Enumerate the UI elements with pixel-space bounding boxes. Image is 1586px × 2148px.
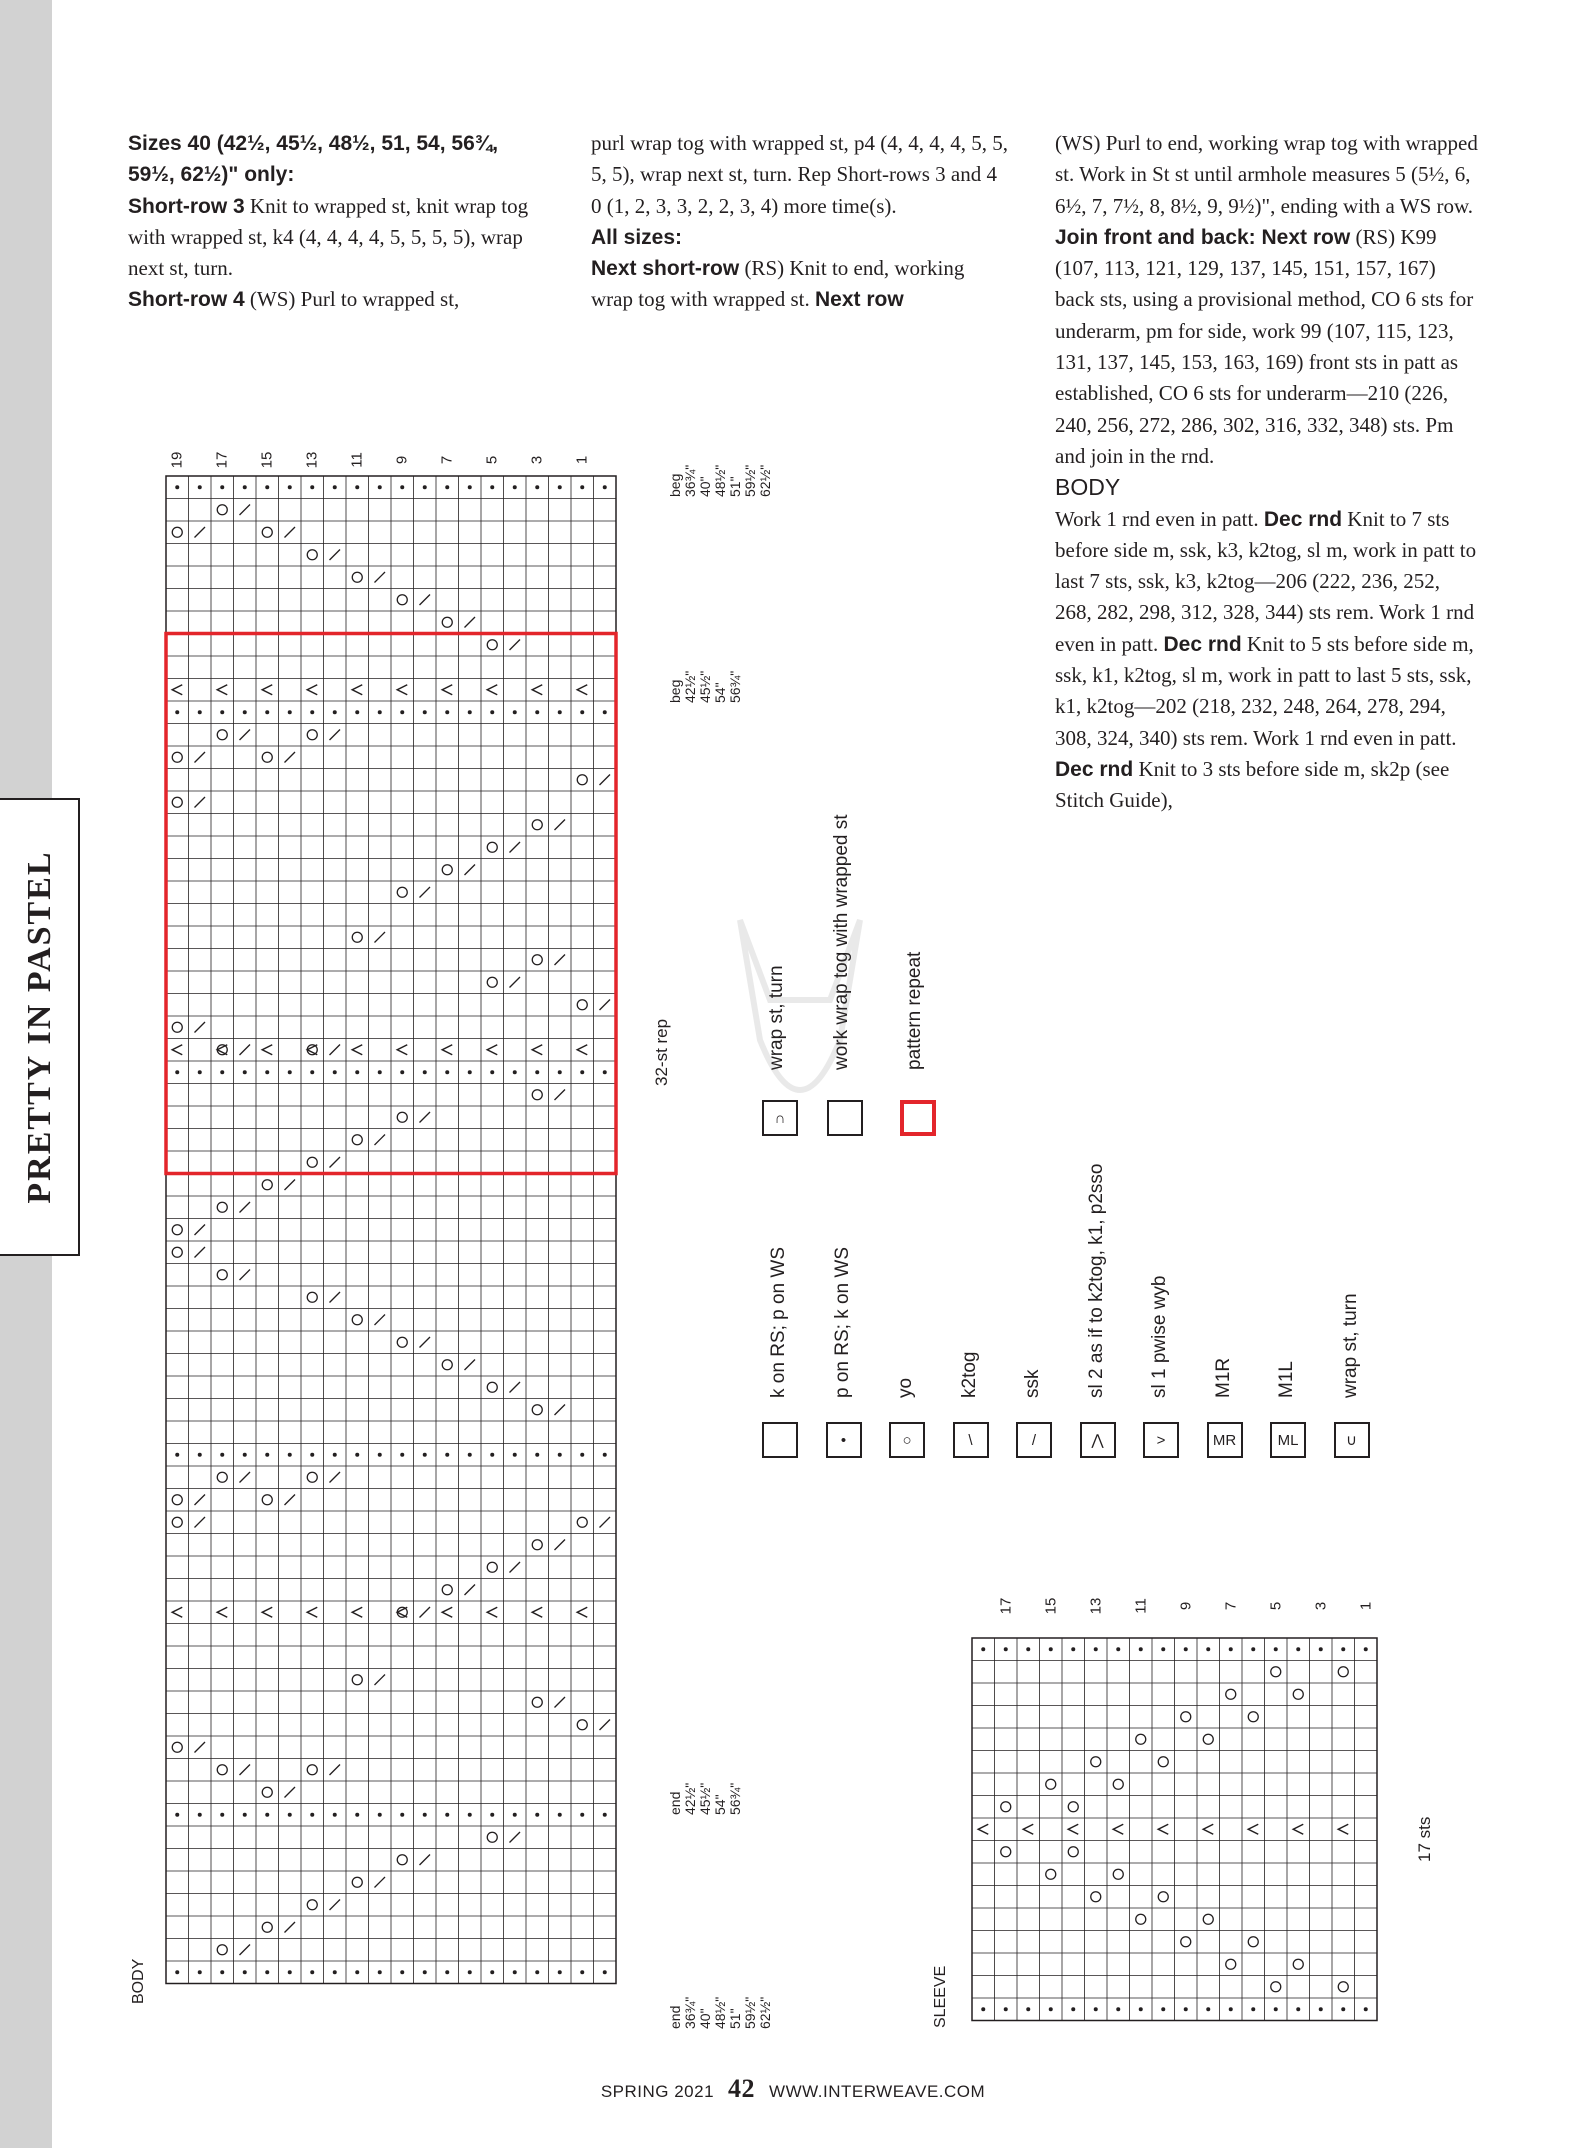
purl-dot [445,1813,449,1817]
purl-dot [355,1453,359,1457]
purl-dot [333,1453,337,1457]
purl-dot [445,1070,449,1074]
marker-size-label: 62½" [757,464,773,497]
purl-dot [243,1813,247,1817]
purl-dot [400,485,404,489]
marker-size-label: 40" [697,476,713,497]
marker-size-label: 56¾" [727,1782,743,1815]
purl-dot [400,1070,404,1074]
purl-dot [288,710,292,714]
purl-dot [1364,1647,1368,1651]
col2-paragraph: purl wrap tog with wrapped st, p4 (4, 4, 4, 4, 5, 5, 5, 5), wrap next st, turn. Rep Short-rows 3 and 4 0 (1, 2, 3, 3, 2, 2, 3, 4) more time(s). [591,131,1009,218]
sleeve-column-number: 13 [1087,1597,1105,1615]
page-number: 42 [728,2074,756,2103]
legend-key-label: wrap st, turn [766,965,787,1070]
purl-dot [378,485,382,489]
legend-key-box: > [1143,1422,1179,1458]
legend-key-label: sl 1 pwise wyb [1149,1275,1170,1398]
body-column-number: 19 [168,451,186,469]
col3-paragraph: (WS) Purl to end, working wrap tog with wrapped st. Work in St st until armhole measures 5 (5½, 6, 6½, 7, 7½, 8, 8½, 9, 9½)", ending with a WS row. Join front and back: Next row (RS) K99 (107, 113, 121, 129, 137, 145, 151, 157, 167) back sts, using a provisional method, CO 6 sts for underarm, pm for side, work 99 (107, 115, 123, 131, 137, 145, 153, 163, 169) front sts in patt as established, CO 6 sts for underarm—210 (226, 240, 256, 272, 286, 302, 316, 332, 348) sts. Pm and join in the rnd. [1055,131,1478,468]
purl-dot [1319,2007,1323,2011]
purl-dot [445,1453,449,1457]
sleeve-column-number: 9 [1177,1601,1195,1611]
page-footer [0,2074,1586,2104]
purl-dot [445,710,449,714]
purl-dot [333,485,337,489]
sleeve-chart [970,1636,1379,2023]
purl-dot [198,485,202,489]
marker-size-label: 62½" [757,1996,773,2029]
purl-dot [603,1070,607,1074]
legend-key-label: work wrap tog with wrapped st [831,814,852,1070]
purl-dot [468,1070,472,1074]
purl-dot [288,1970,292,1974]
marker-size-label: 48½" [712,1996,728,2029]
purl-dot [288,485,292,489]
side-title: PRETTY IN PASTEL [21,850,58,1204]
purl-dot [981,2007,985,2011]
purl-dot [1071,1647,1075,1651]
purl-dot [423,1970,427,1974]
purl-dot [1274,2007,1278,2011]
marker-size-label: 45½" [697,670,713,703]
purl-dot [220,1813,224,1817]
purl-dot [1161,1647,1165,1651]
legend-key-box: / [1016,1422,1052,1458]
purl-dot [535,710,539,714]
purl-dot [265,1813,269,1817]
sleeve-column-number: 17 [997,1597,1015,1615]
purl-dot [558,1453,562,1457]
purl-dot [400,1453,404,1457]
legend-key-label: sl 2 as if to k2tog, k1, p2sso [1085,1163,1107,1398]
sleeve-column-number: 15 [1042,1597,1060,1615]
short-row-3: Short-row 3 Knit to wrapped st, knit wrap tog with wrapped st, k4 (4, 4, 4, 4, 5, 5, 5, 5), wrap next st, turn. [128,193,529,281]
marker-size-label: 42½" [682,670,698,703]
sizes-heading: Sizes 40 (42½, 45½, 48½, 51, 54, 56¾, 59½, 62½)" only: [128,132,499,187]
marker-top-beg [668,465,773,497]
purl-dot [981,1647,985,1651]
body-column-number: 17 [213,451,231,469]
purl-dot [1251,2007,1255,2011]
purl-dot [198,1813,202,1817]
purl-dot [1296,1647,1300,1651]
purl-dot [265,485,269,489]
purl-dot [513,1813,517,1817]
marker-size-label: beg [667,473,683,497]
legend-key-label: M1R [1212,1357,1234,1398]
marker-size-label: 40" [697,2008,713,2029]
purl-dot [558,485,562,489]
purl-dot [1139,1647,1143,1651]
purl-dot [310,710,314,714]
legend-key-label: yo [895,1377,916,1398]
purl-dot [1229,1647,1233,1651]
purl-dot [243,1070,247,1074]
purl-dot [1206,2007,1210,2011]
body-column-number: 7 [438,455,456,465]
footer-site: WWW.INTERWEAVE.COM [769,2082,986,2101]
purl-dot [220,1070,224,1074]
sleeve-column-number: 5 [1267,1601,1285,1611]
purl-dot [558,710,562,714]
body-column-number: 13 [303,451,321,469]
purl-dot [1026,2007,1030,2011]
purl-dot [490,485,494,489]
purl-dot [310,1070,314,1074]
purl-dot [243,485,247,489]
sleeve-chart-title: SLEEVE [932,1965,949,2028]
purl-dot [1161,2007,1165,2011]
body-column-number: 1 [573,455,591,465]
purl-dot [490,1453,494,1457]
purl-dot [220,1453,224,1457]
purl-dot [1049,1647,1053,1651]
body-column-number: 11 [348,452,366,468]
purl-dot [580,485,584,489]
purl-dot [198,710,202,714]
purl-dot [220,710,224,714]
purl-dot [265,1070,269,1074]
purl-dot [333,1813,337,1817]
purl-dot [198,1070,202,1074]
purl-dot [355,1070,359,1074]
purl-dot [490,1070,494,1074]
purl-dot [265,1453,269,1457]
purl-dot [175,710,179,714]
purl-dot [400,710,404,714]
purl-dot [558,1813,562,1817]
legend-key-label: M1L [1276,1361,1297,1398]
purl-dot [603,1970,607,1974]
purl-dot [243,710,247,714]
purl-dot [355,1970,359,1974]
purl-dot [1319,1647,1323,1651]
purl-dot [535,1070,539,1074]
purl-dot [1296,2007,1300,2011]
purl-dot [468,1453,472,1457]
sleeve-column-number: 1 [1357,1601,1375,1611]
purl-dot [1251,1647,1255,1651]
purl-dot [288,1453,292,1457]
purl-dot [468,1970,472,1974]
legend-key-box: ○ [889,1422,925,1458]
purl-dot [400,1813,404,1817]
purl-dot [175,485,179,489]
purl-dot [445,485,449,489]
legend-key-label: wrap st, turn [1339,1293,1361,1398]
purl-dot [243,1970,247,1974]
purl-dot [490,710,494,714]
purl-dot [445,1970,449,1974]
purl-dot [333,1970,337,1974]
purl-dot [580,1970,584,1974]
marker-size-label: end [667,1791,683,1815]
text-column-2 [591,128,1011,316]
marker-size-label: 48½" [712,464,728,497]
body-column-number: 3 [528,455,546,465]
marker-size-label: 45½" [697,1782,713,1815]
text-column-3 [1055,128,1480,817]
purl-dot [1274,1647,1278,1651]
legend-key-box: ⋀ [1080,1422,1116,1458]
purl-dot [468,485,472,489]
purl-dot [355,710,359,714]
purl-dot [1116,1647,1120,1651]
purl-dot [580,1813,584,1817]
purl-dot [1139,2007,1143,2011]
sleeve-column-number: 3 [1312,1601,1330,1611]
purl-dot [580,710,584,714]
purl-dot [400,1970,404,1974]
purl-dot [1116,2007,1120,2011]
purl-dot [220,485,224,489]
purl-dot [423,1070,427,1074]
purl-dot [423,485,427,489]
short-row-4: Short-row 4 (WS) Purl to wrapped st, [128,287,460,312]
purl-dot [355,485,359,489]
purl-dot [1026,1647,1030,1651]
marker-size-label: 54" [712,682,728,703]
purl-dot [355,1813,359,1817]
legend-key-box: ∩ [762,1100,798,1136]
purl-dot [468,710,472,714]
purl-dot [378,710,382,714]
purl-dot [378,1813,382,1817]
purl-dot [513,485,517,489]
purl-dot [558,1070,562,1074]
purl-dot [1071,2007,1075,2011]
marker-size-label: 51" [727,2008,743,2029]
marker-size-label: 42½" [682,1782,698,1815]
purl-dot [310,485,314,489]
purl-dot [603,1453,607,1457]
text-column-1 [128,128,543,316]
marker-mid-end [668,1783,743,1815]
purl-dot [1004,1647,1008,1651]
all-sizes-heading: All sizes: [591,225,683,249]
purl-dot [490,1813,494,1817]
body-chart [164,474,618,1986]
purl-dot [175,1970,179,1974]
purl-dot [558,1970,562,1974]
purl-dot [310,1453,314,1457]
purl-dot [513,1070,517,1074]
purl-dot [1049,2007,1053,2011]
legend-key-box: ML [1270,1422,1306,1458]
purl-dot [423,710,427,714]
sleeve-width-label: 17 sts [1415,1816,1434,1862]
purl-dot [378,1970,382,1974]
purl-dot [535,1453,539,1457]
purl-dot [378,1453,382,1457]
marker-size-label: 36¾" [682,1996,698,2029]
legend-key-box: \ [953,1422,989,1458]
purl-dot [1184,2007,1188,2011]
purl-dot [243,1453,247,1457]
body-chart-title: BODY [130,1958,147,2004]
marker-size-label: 36¾" [682,464,698,497]
sleeve-column-number: 11 [1132,1598,1150,1614]
purl-dot [535,485,539,489]
purl-dot [603,485,607,489]
purl-dot [378,1070,382,1074]
purl-dot [1229,2007,1233,2011]
marker-size-label: 59½" [742,464,758,497]
purl-dot [490,1970,494,1974]
purl-dot [265,1970,269,1974]
purl-dot [423,1453,427,1457]
purl-dot [513,710,517,714]
footer-season: SPRING 2021 [600,2082,715,2101]
purl-dot [175,1813,179,1817]
body-instructions: Work 1 rnd even in patt. Dec rnd Knit to 7 sts before side m, ssk, k3, k2tog, sl m, work in patt to last 7 sts, ssk, k3, k2tog—206 (222, 236, 252, 268, 282, 298, 312, 328, 344) sts rem. Work 1 rnd even in patt. Dec rnd Knit to 5 sts before side m, ssk, k1, k2tog, sl m, work in patt to last 5 sts, ssk, k1, k2tog—202 (218, 232, 248, 264, 278, 294, 308, 324, 340) sts rem. Work 1 rnd even in patt. Dec rnd Knit to 3 sts before side m, sk2p (see Stitch Guide), [1055,506,1477,813]
body-column-number: 5 [483,455,501,465]
legend-key-box [762,1422,798,1458]
purl-dot [1341,2007,1345,2011]
purl-dot [198,1970,202,1974]
purl-dot [1364,2007,1368,2011]
marker-size-label: 51" [727,476,743,497]
purl-dot [1094,2007,1098,2011]
body-heading: BODY [1055,474,1121,501]
purl-dot [175,1453,179,1457]
purl-dot [513,1453,517,1457]
watermark-cat-icon [700,880,900,1200]
legend-key-box: • [826,1422,862,1458]
purl-dot [1094,1647,1098,1651]
legend-key-box: ∪ [1334,1422,1370,1458]
legend-key-label: k on RS; p on WS [768,1246,789,1398]
marker-size-label: 59½" [742,1996,758,2029]
purl-dot [288,1070,292,1074]
legend-key-box: MR [1207,1422,1243,1458]
purl-dot [333,710,337,714]
purl-dot [580,1070,584,1074]
purl-dot [1004,2007,1008,2011]
purl-dot [310,1813,314,1817]
purl-dot [265,710,269,714]
purl-dot [423,1813,427,1817]
marker-mid-beg [668,671,743,703]
marker-size-label: end [667,2005,683,2029]
legend-key-label: pattern repeat [904,951,925,1070]
legend-key-label: k2tog [958,1351,980,1398]
purl-dot [603,1813,607,1817]
purl-dot [198,1453,202,1457]
purl-dot [220,1970,224,1974]
purl-dot [1341,1647,1345,1651]
purl-dot [310,1970,314,1974]
marker-size-label: beg [667,679,683,703]
legend-key-label: p on RS; k on WS [831,1246,853,1398]
legend-key-box [900,1100,936,1136]
purl-dot [580,1453,584,1457]
marker-size-label: 54" [712,1794,728,1815]
purl-dot [1206,1647,1210,1651]
next-short-row: Next short-row (RS) Knit to end, working wrap tog with wrapped st. Next row [591,256,965,312]
body-column-number: 15 [258,451,276,469]
purl-dot [1184,1647,1188,1651]
repeat-label: 32-st rep [652,1018,671,1086]
purl-dot [535,1813,539,1817]
purl-dot [288,1813,292,1817]
purl-dot [535,1970,539,1974]
body-column-number: 9 [393,455,411,465]
purl-dot [603,710,607,714]
legend-key-label: ssk [1022,1369,1043,1398]
marker-size-label: 56¾" [727,670,743,703]
purl-dot [513,1970,517,1974]
sleeve-column-number: 7 [1222,1601,1240,1611]
marker-bottom-end [668,1997,773,2029]
purl-dot [333,1070,337,1074]
purl-dot [468,1813,472,1817]
purl-dot [175,1070,179,1074]
